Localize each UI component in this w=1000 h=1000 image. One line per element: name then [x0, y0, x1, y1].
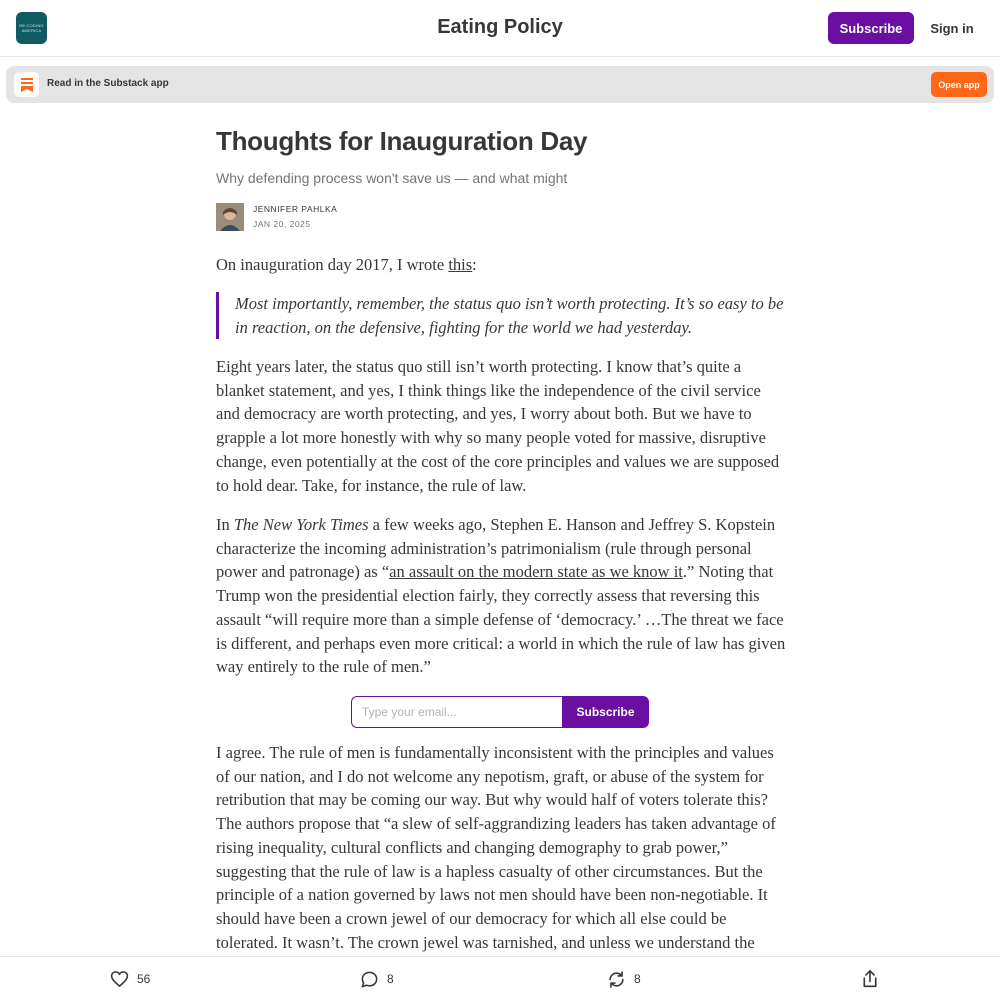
top-navigation-bar	[0, 0, 1000, 57]
subscribe-button[interactable]: Subscribe	[828, 12, 914, 44]
post-title: Thoughts for Inauguration Day	[216, 126, 588, 156]
sign-in-button[interactable]: Sign in	[930, 20, 974, 36]
substack-logo-icon	[21, 78, 33, 92]
post-header	[216, 124, 786, 231]
paragraph-3-text-b: .” Noting that Trump won the presidential election fairly, they correctly assess that reversing this assault “will require more than a simple defense of ‘democracy.’ …The threat we face is different, and perhaps even more critical: a world in which the rule of law has given way entirely to the rule of men.”	[216, 562, 786, 677]
post-subtitle: Why defending process won't save us — and what might	[216, 170, 568, 186]
author-avatar[interactable]	[216, 203, 244, 231]
publication-logo-text: RE:CODING AMERICA	[19, 23, 44, 33]
post-action-bar	[0, 956, 1000, 1000]
inline-subscribe-form	[351, 696, 649, 728]
restack-icon	[607, 970, 626, 989]
substack-app-icon	[14, 72, 39, 97]
paragraph-1-text: On inauguration day 2017, I wrote	[216, 255, 449, 274]
heart-icon	[110, 970, 129, 988]
restack-button[interactable]	[607, 968, 641, 990]
restack-count: 8	[634, 972, 641, 986]
comment-icon	[360, 970, 379, 989]
this-link[interactable]: this	[448, 255, 473, 274]
paragraph-1-suffix: :	[472, 255, 477, 274]
paragraph-3	[216, 513, 786, 679]
app-banner-text: Read in the Substack app	[47, 78, 169, 89]
email-input[interactable]	[351, 696, 562, 728]
author-name[interactable]: JENNIFER PAHLKA	[253, 204, 338, 214]
paragraph-3-text-a: a few weeks ago, Stephen E. Hanson and Jeffrey S. Kopstein characterize the incoming administration’s patrimonialism (rule through personal power and patronage) as “	[216, 515, 776, 582]
open-app-button[interactable]: Open app	[931, 72, 987, 97]
avatar-image	[216, 203, 244, 231]
substack-app-banner	[6, 66, 994, 103]
paragraph-2: Eight years later, the status quo still isn’t worth protecting. I know that’s quite a blanket statement, and yes, I think things like the independence of the civil service and democracy are worth protecting, and yes, I worry about both. But we have to grapple a lot more honestly with why so many people voted for massive, disruptive change, even potentially at the cost of the core principles and values we are supposed to hold dear. Take, for instance, the rule of law.	[216, 357, 780, 495]
nyt-title: The New York Times	[233, 515, 369, 534]
pull-quote: Most importantly, remember, the status quo isn’t worth protecting. It’s so easy to be in reaction, on the defensive, fighting for the world we had yesterday.	[216, 292, 786, 339]
like-count: 56	[137, 972, 151, 986]
share-button[interactable]	[861, 968, 879, 990]
paragraph-1	[216, 253, 786, 277]
publication-title[interactable]: Eating Policy	[437, 16, 563, 38]
comment-button[interactable]	[360, 968, 394, 990]
assault-article-link[interactable]: an assault on the modern state as we know it	[389, 562, 683, 582]
paragraph-3-intro: In	[216, 515, 234, 534]
comment-count: 8	[387, 972, 394, 986]
inline-subscribe-button[interactable]: Subscribe	[562, 696, 649, 728]
like-button[interactable]	[110, 968, 150, 990]
byline	[216, 203, 786, 231]
post-date: JAN 20, 2025	[253, 219, 311, 229]
share-icon	[861, 969, 879, 989]
paragraph-4: I agree. The rule of men is fundamentally inconsistent with the principles and values of our nation, and I do not welcome any nepotism, graft, or abuse of the system for retribution that may be coming our way. But why would half of voters tolerate this? The authors propose that “a slew of self-aggrandizing leaders has taken advantage of rising inequality, cultural conflicts and changing demography to grab power,” suggesting that the rule of law is a hapless casualty of other circumstances. But the principle of a nation governed by laws not men should have been non-negotiable. It should have been a crown jewel of our democracy for which all else could be tolerated. It wasn’t. The crown jewel was tarnished, and unless we understand the	[216, 743, 776, 952]
